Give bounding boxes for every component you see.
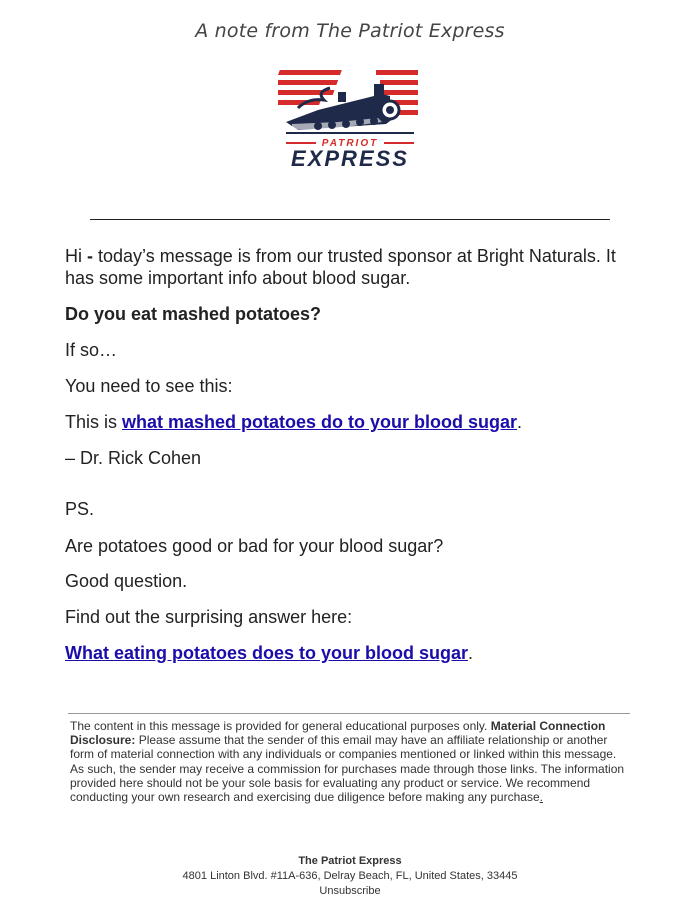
patriot-express-logo: [278, 64, 422, 174]
disclaimer-bold: Material Connection Disclosure:: [70, 719, 606, 748]
intro-rest: today’s message is from our trusted sponsor at Bright Naturals. It has some important info about blood sugar.: [65, 246, 616, 288]
good-question-text: Good question.: [65, 571, 188, 591]
if-so-text: If so…: [65, 340, 118, 360]
disclaimer-text-2: Please assume that the sender of this email may have an affiliate relationship or another form of material connection with any individuals or companies mentioned or linked within this message. As such, the sender may receive a commission for purchases made through those links. The information provided here should not be your sole basis for evaluating any product or service. We recommend conducting your own research and exercising due diligence before making any purchase: [70, 733, 625, 805]
this-is-text: This is: [65, 412, 123, 432]
link2-period: .: [468, 643, 474, 663]
ps-question: Are potatoes good or bad for your blood sugar?: [65, 536, 444, 556]
link1-period: .: [517, 412, 523, 432]
disclaimer: [70, 719, 630, 804]
disclaimer-text-1: The content in this message is provided for general educational purposes only.: [70, 719, 491, 733]
disclaimer-end-period: .: [539, 790, 543, 805]
footer-company-name: The Patriot Express: [298, 855, 402, 867]
eating-potatoes-paragraph: [65, 642, 640, 664]
intro-dash: -: [87, 246, 93, 266]
intro-lead: Hi: [65, 246, 87, 266]
mashed-potatoes-link[interactable]: what mashed potatoes do to your blood sugar: [122, 412, 518, 432]
logo-patriot-text: PATRIOT: [321, 138, 379, 149]
this-is-paragraph: [65, 411, 640, 433]
header-note: A note from The Patriot Express: [195, 20, 505, 42]
question-heading: Do you eat mashed potatoes?: [65, 304, 322, 324]
need-to-see-text: You need to see this:: [65, 376, 233, 396]
signature: – Dr. Rick Cohen: [65, 448, 202, 468]
logo-express-text: EXPRESS: [291, 146, 409, 171]
find-out-text: Find out the surprising answer here:: [65, 607, 353, 627]
ps-label: PS.: [65, 499, 95, 519]
header-divider: [90, 219, 610, 220]
unsubscribe-link[interactable]: Unsubscribe: [319, 885, 381, 897]
intro-paragraph: [65, 245, 640, 289]
eating-potatoes-link[interactable]: What eating potatoes does to your blood sugar: [65, 643, 469, 663]
disclaimer-divider: [68, 713, 630, 714]
footer-address: 4801 Linton Blvd. #11A-636, Delray Beach, FL, United States, 33445: [182, 870, 518, 882]
